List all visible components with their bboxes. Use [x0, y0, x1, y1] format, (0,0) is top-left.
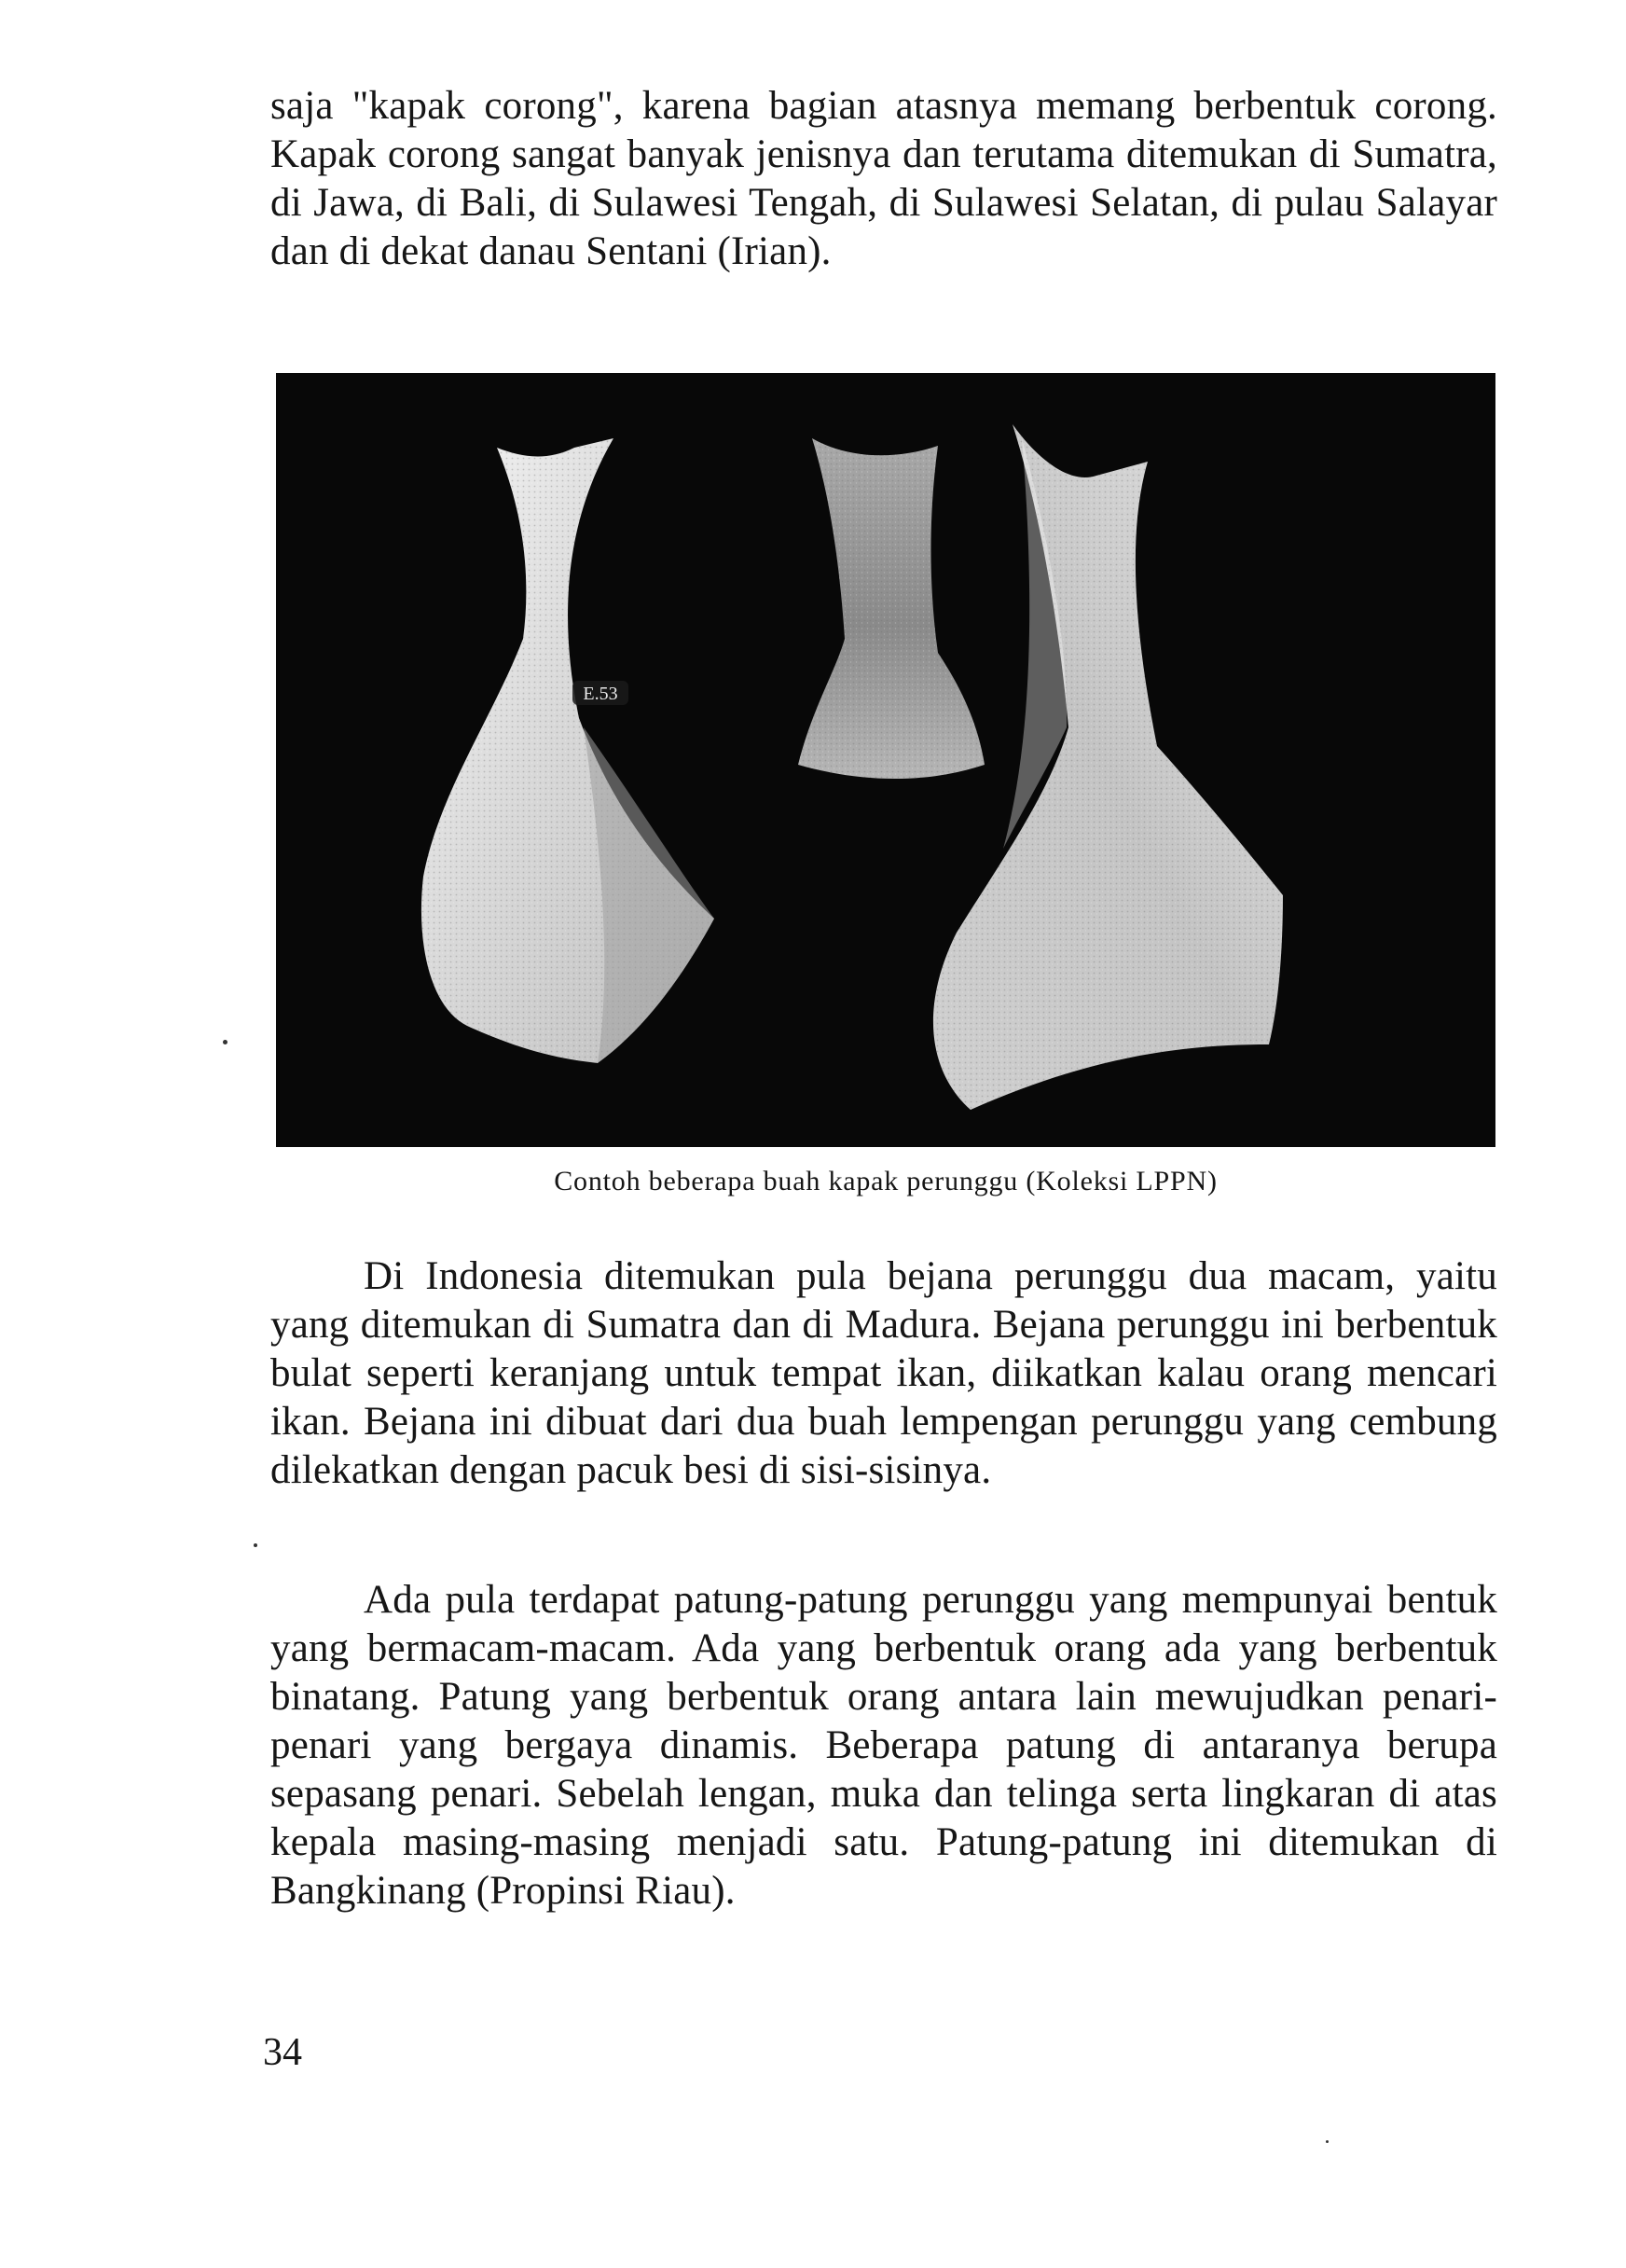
page-number: 34	[263, 2031, 302, 2074]
paragraph-patung: Ada pula terdapat patung-patung perunggu yang mempunyai bentuk yang bermacam-macam. Ada yang berbentuk orang ada yang berbentuk binatang. Patung yang berbentuk orang antara lain mewujudkan penari-penari yang bergaya dinamis. Beberapa patung di antaranya berupa sepasang penari. Sebelah lengan, muka dan telinga serta lingkaran di atas kepala masing-masing menjadi satu. Patung-patung ini ditemukan di Bangkinang (Propinsi Riau).	[270, 1578, 1497, 1913]
scan-speck	[223, 1040, 227, 1044]
axe-label-text: E.53	[583, 684, 618, 704]
scan-speck	[1326, 2140, 1329, 2143]
figure-caption: Contoh beberapa buah kapak perunggu (Koleksi LPPN)	[554, 1166, 1218, 1196]
bronze-axes-photo	[276, 373, 1495, 1147]
paragraph-bejana: Di Indonesia ditemukan pula bejana perunggu dua macam, yaitu yang ditemukan di Sumatra dan di Madura. Bejana perunggu ini berbentuk bulat seperti keranjang untuk tempat ikan, diikatkan kalau orang mencari ikan. Bejana ini dibuat dari dua buah lempengan perunggu yang cembung dilekatkan dengan pacuk besi di sisi-sisinya.	[270, 1254, 1497, 1492]
scan-speck	[254, 1543, 257, 1547]
paragraph-intro: saja "kapak corong", karena bagian atasnya memang berbentuk corong. Kapak corong sangat banyak jenisnya dan terutama ditemukan di Sumatra, di Jawa, di Bali, di Sulawesi Tengah, di Sulawesi Selatan, di pulau Salayar dan di dekat danau Sentani (Irian).	[270, 84, 1497, 273]
